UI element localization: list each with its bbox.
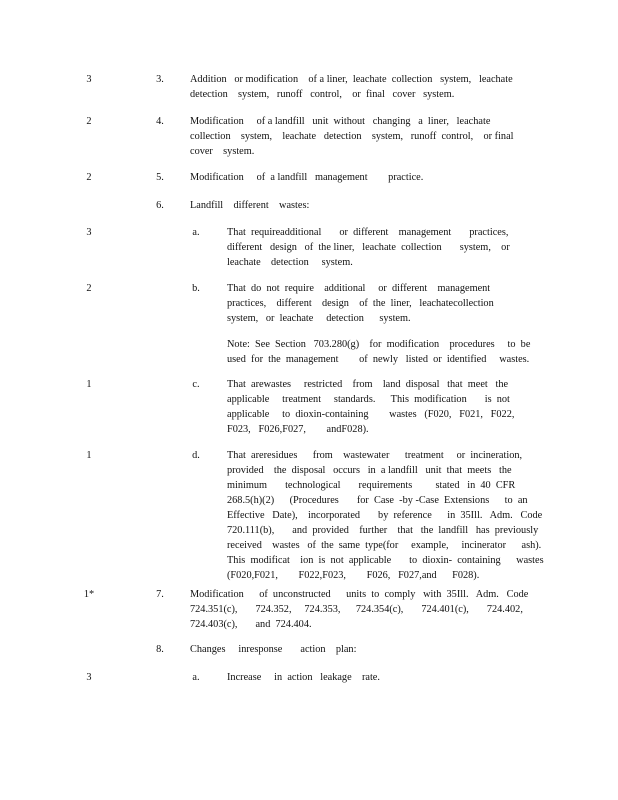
item-letter: b. — [192, 283, 200, 294]
text-line: Addition or modification of a liner, leachate collection system, leachate — [190, 74, 513, 85]
text-line: 724.403(c), and 724.404. — [190, 619, 312, 630]
class-number: 3 — [86, 672, 92, 683]
text-line: Modification of a landfill unit without changing a liner, leachate — [190, 116, 491, 127]
text-line: detection system, runoff control, or final cover system. — [190, 89, 455, 100]
item-text — [227, 225, 532, 270]
item-text — [227, 377, 532, 437]
item-text — [190, 72, 532, 102]
text-line: Changes inresponse action plan: — [190, 644, 357, 655]
item-number: 3. — [156, 74, 164, 85]
item-text — [190, 642, 532, 657]
item-number: 5. — [156, 172, 164, 183]
text-line: Modification of a landfill management practice. — [190, 172, 424, 183]
item-number: 7. — [156, 589, 164, 600]
text-line: That requireadditional or different management practices, — [227, 227, 509, 238]
item-letter: c. — [192, 379, 200, 390]
text-line: That do not require additional or different management — [227, 283, 491, 294]
text-line: different design of the liner, leachate collection system, or — [227, 242, 510, 253]
class-number: 1* — [83, 589, 95, 600]
text-line: (F020,F021, F022,F023, F026, F027,and F028). — [227, 570, 480, 581]
text-line: practices, different design of the liner, leachatecollection — [227, 298, 494, 309]
text-line: leachate detection system. — [227, 257, 353, 268]
note-text — [227, 337, 532, 367]
text-line: Landfill different wastes: — [190, 200, 310, 211]
text-line: 720.111(b), and provided further that the landfill has previously — [227, 525, 539, 536]
class-number: 3 — [86, 227, 92, 238]
item-number: 8. — [156, 644, 164, 655]
item-letter: a. — [192, 227, 200, 238]
text-line: 268.5(h)(2) (Procedures for Case -by -Case Extensions to an — [227, 495, 528, 506]
item-number: 6. — [156, 200, 164, 211]
text-line: That areresidues from wastewater treatment or incineration, — [227, 450, 523, 461]
item-text — [190, 587, 532, 632]
class-number: 1 — [86, 379, 92, 390]
text-line: received wastes of the same type(for example, incinerator ash). — [227, 540, 542, 551]
item-text — [227, 448, 544, 583]
class-number: 1 — [86, 450, 92, 461]
item-text — [190, 114, 532, 159]
text-line: 724.351(c), 724.352, 724.353, 724.354(c), 724.401(c), 724.402, — [190, 604, 523, 615]
item-text — [227, 670, 532, 685]
text-line: minimum technological requirements stated in 40 CFR — [227, 480, 516, 491]
text-line: used for the management of newly listed or identified wastes. — [227, 354, 530, 365]
text-line: cover system. — [190, 146, 255, 157]
text-line: Increase in action leakage rate. — [227, 672, 380, 683]
text-line: system, or leachate detection system. — [227, 313, 411, 324]
text-line: That arewastes restricted from land disposal that meet the — [227, 379, 509, 390]
text-line: provided the disposal occurs in a landfill unit that meets the — [227, 465, 512, 476]
item-text — [227, 281, 532, 326]
class-number: 3 — [86, 74, 92, 85]
text-line: Note: See Section 703.280(g) for modification procedures to be — [227, 339, 531, 350]
class-number: 2 — [86, 172, 92, 183]
item-text — [190, 198, 532, 213]
text-line: Modification of unconstructed units to comply with 35Ill. Adm. Code — [190, 589, 529, 600]
item-letter: d. — [192, 450, 200, 461]
item-letter: a. — [192, 672, 200, 683]
class-number: 2 — [86, 283, 92, 294]
item-text — [190, 170, 532, 185]
text-line: collection system, leachate detection system, runoff control, or final — [190, 131, 514, 142]
item-number: 4. — [156, 116, 164, 127]
class-number: 2 — [86, 116, 92, 127]
text-line: F023, F026,F027, andF028). — [227, 424, 369, 435]
text-line: This modificat ion is not applicable to dioxin- containing wastes — [227, 555, 544, 566]
text-line: applicable treatment standards. This modification is not — [227, 394, 510, 405]
text-line: applicable to dioxin-containing wastes (F020, F021, F022, — [227, 409, 515, 420]
text-line: Effective Date), incorporated by reference in 35Ill. Adm. Code — [227, 510, 543, 521]
